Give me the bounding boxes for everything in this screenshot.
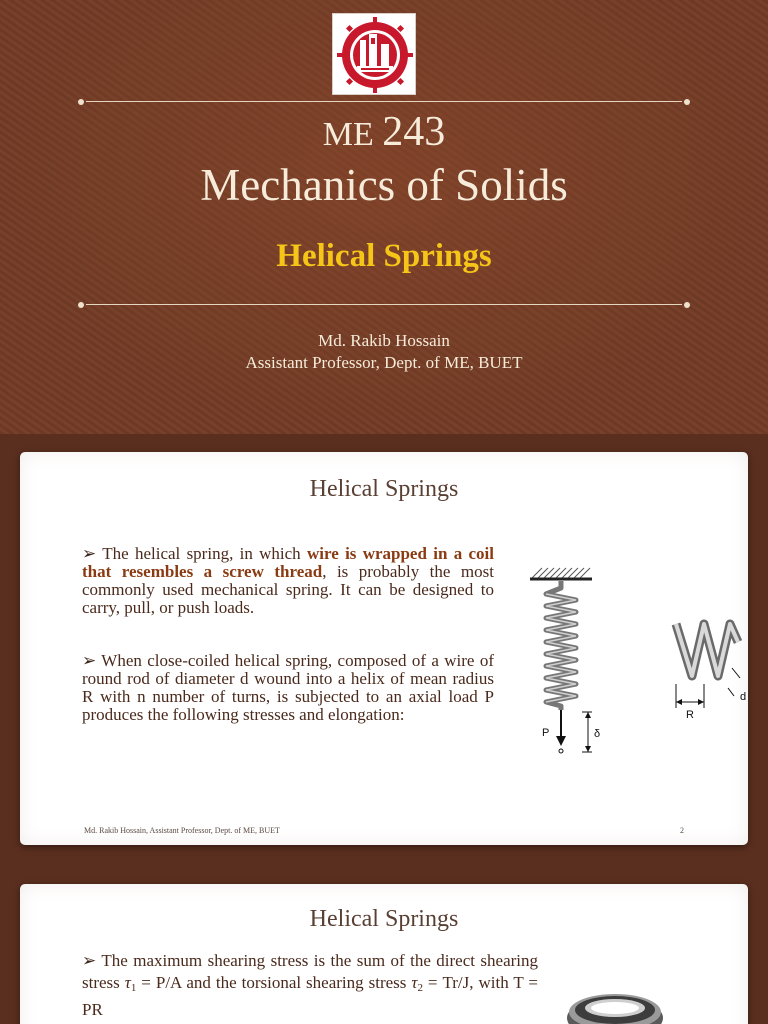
slide-2 <box>20 452 748 845</box>
author-name: Md. Rakib Hossain <box>318 331 450 350</box>
slide-2-title: Helical Springs <box>309 476 459 502</box>
emphasis-text: wire is wrapped in a coil that resembles a screw thread <box>82 544 494 581</box>
bottom-divider <box>78 302 690 308</box>
course-name: Mechanics of Solids <box>200 160 568 210</box>
radius-label: R <box>686 709 694 721</box>
buet-emblem-icon <box>333 14 417 96</box>
buet-logo <box>332 13 416 95</box>
topic-title: Helical Springs <box>276 238 492 274</box>
bullet-arrow-icon: ➢ <box>82 544 97 563</box>
course-code-prefix: ME <box>322 116 374 153</box>
helical-spring-figure <box>528 556 756 766</box>
bullet-arrow-icon: ➢ <box>82 651 97 670</box>
slide-3-title: Helical Springs <box>309 906 459 932</box>
course-code-number: 243 <box>382 109 446 155</box>
slide-2-page-number: 2 <box>680 826 684 835</box>
spring-diagram-icon <box>528 556 756 766</box>
title-slide <box>0 0 768 434</box>
author-position: Assistant Professor, Dept. of ME, BUET <box>245 353 523 372</box>
coil-spring-image <box>560 978 670 1024</box>
load-label: P <box>542 727 550 739</box>
diameter-label: d <box>740 691 747 703</box>
slide-2-bullet-1: ➢ The helical spring, in which wire is wrapped in a coil that resembles a screw thread, is probably the most commonly used mechanical spring. It can be designed to carry, pull, or push loads. <box>82 544 494 617</box>
coil-spring-icon <box>560 978 670 1024</box>
bullet-arrow-icon: ➢ <box>82 951 97 970</box>
course-code <box>0 109 768 155</box>
slide-2-footer: Md. Rakib Hossain, Assistant Professor, Dept. of ME, BUET <box>84 826 280 835</box>
deflection-label: δ <box>594 728 601 740</box>
top-divider <box>78 99 690 105</box>
slide-3-bullet-1: ➢ The maximum shearing stress is the sum of the direct shearing stress τ1 = P/A and the torsional shearing stress τ2 = Tr/J, with T = PR <box>82 951 538 1019</box>
slide-3 <box>20 884 748 1024</box>
slide-2-bullet-2: ➢ When close-coiled helical spring, composed of a wire of round rod of diameter d wound into a helix of mean radius R with n number of turns, is subjected to an axial load P produces the following stresses and elongation: <box>82 651 494 724</box>
